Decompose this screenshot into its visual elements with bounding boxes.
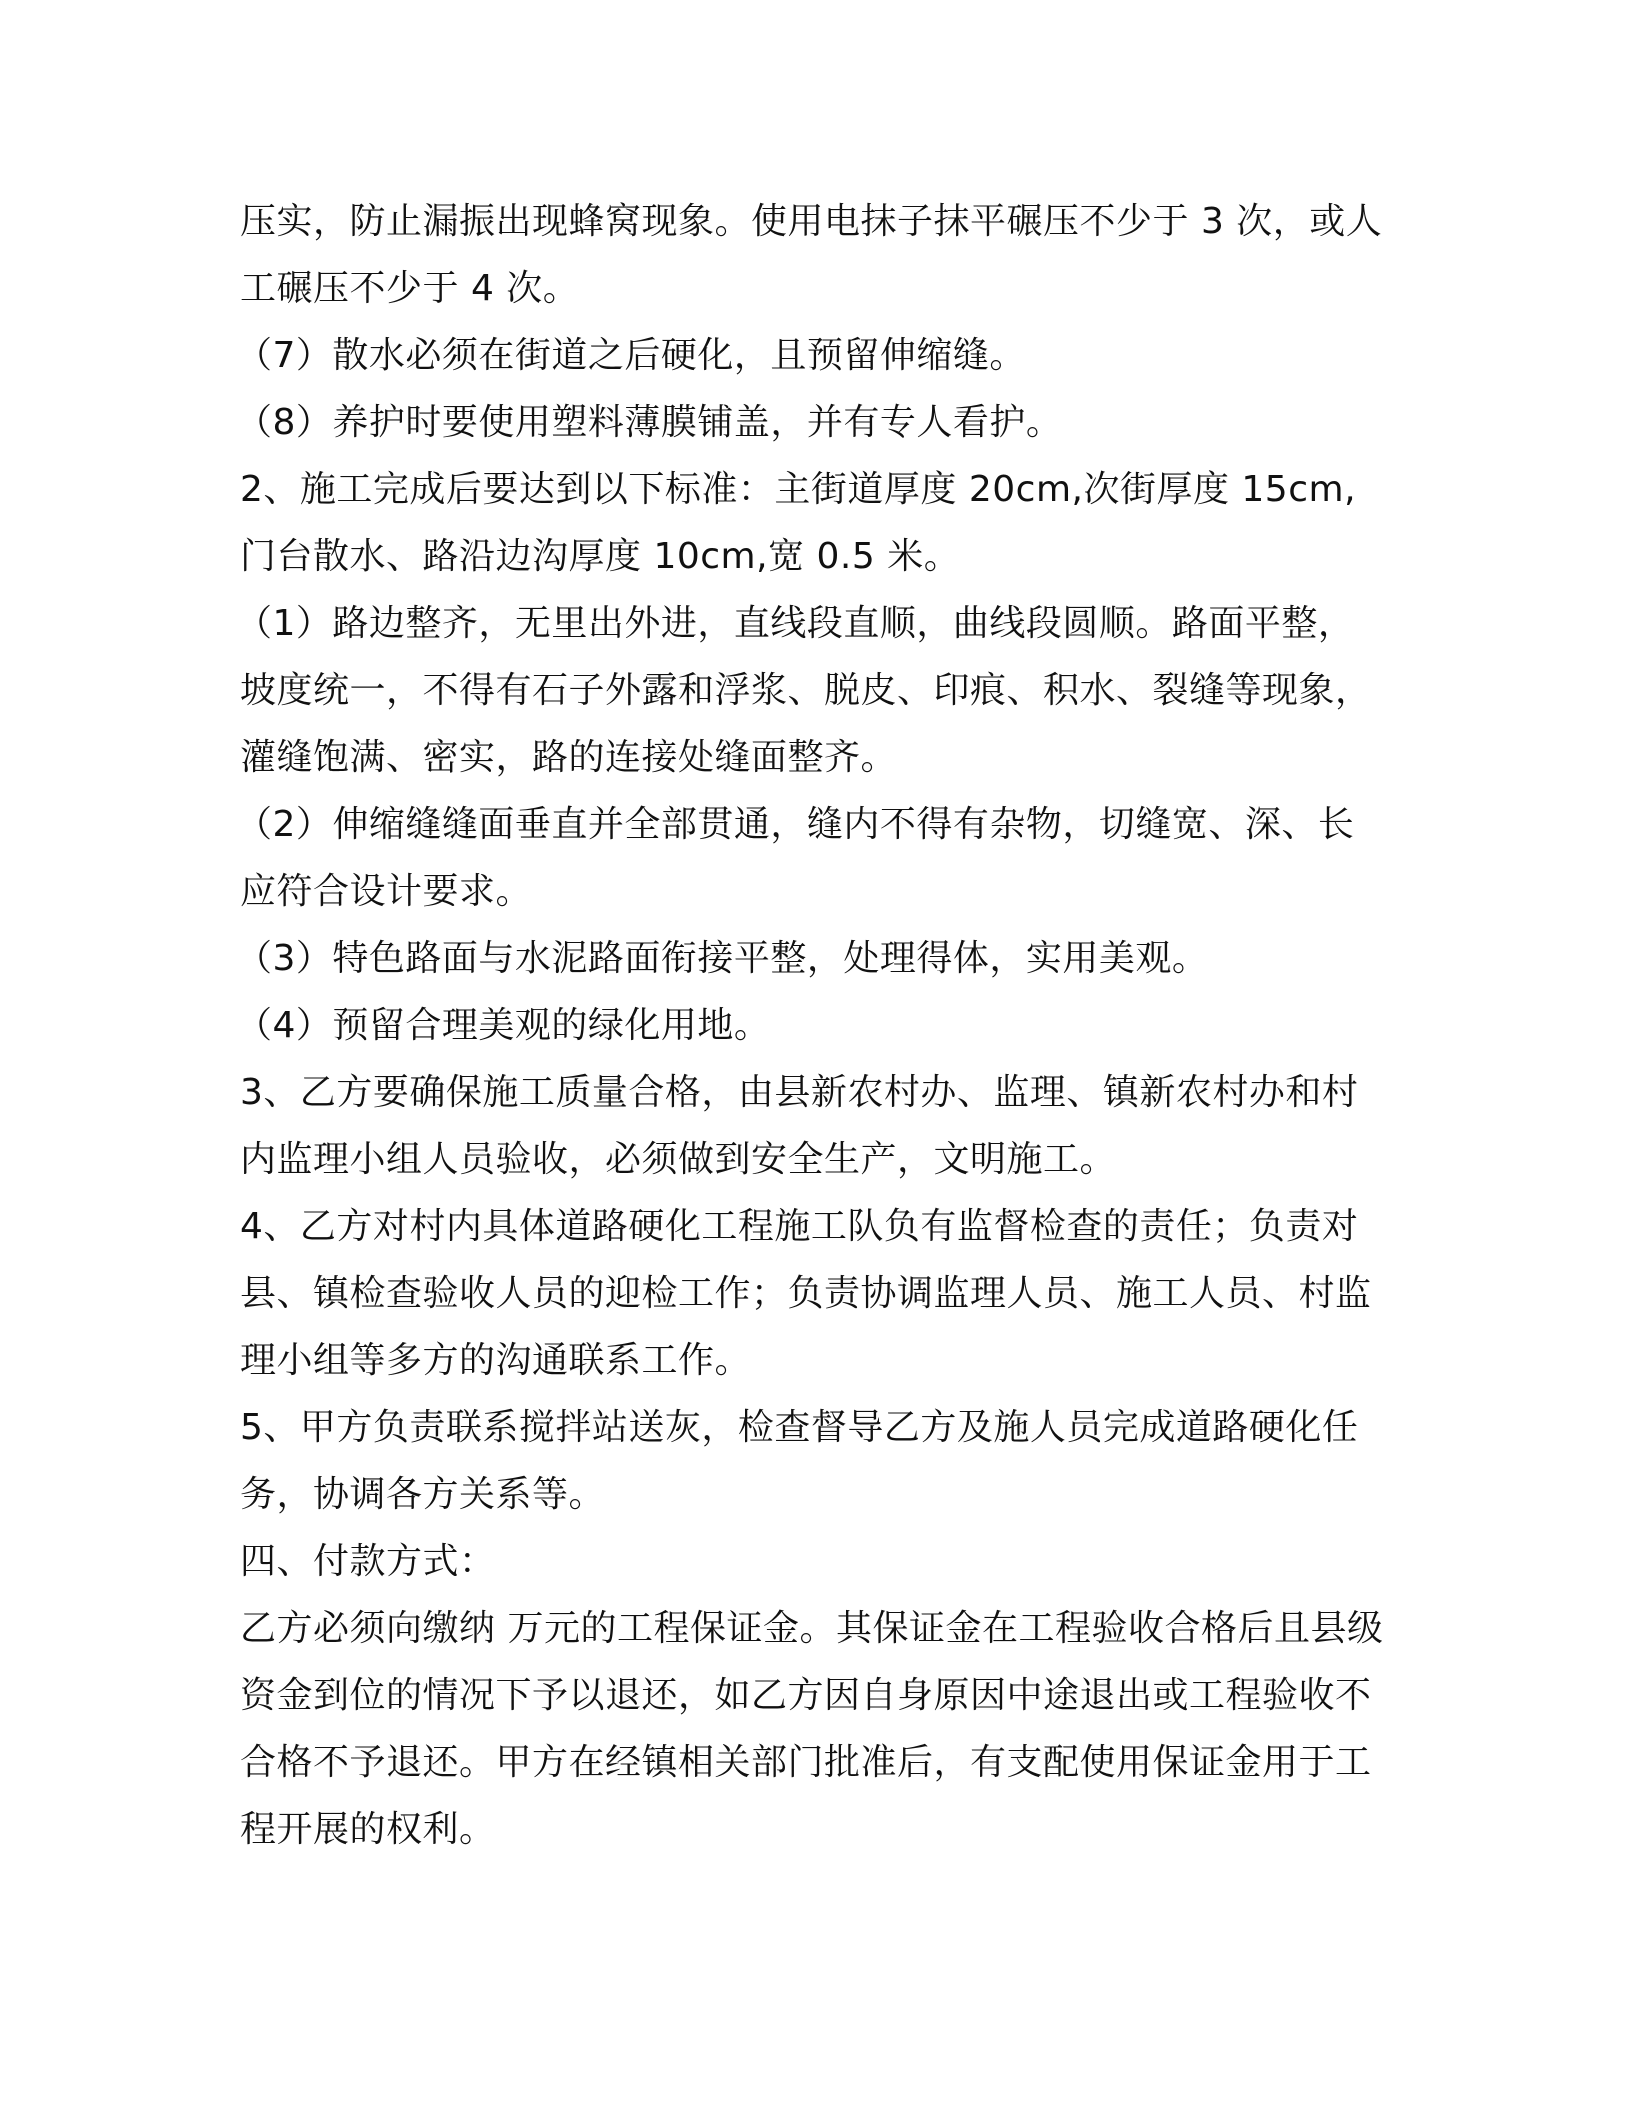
paragraph-standard-1: （1）路边整齐，无里出外进，直线段直顺，曲线段圆顺。路面平整，坡度统一，不得有石子外露和浮浆、脱皮、印痕、积水、裂缝等现象，灌缝饱满、密实，路的连接处缝面整齐。 (236, 603, 1372, 778)
paragraph-section-3: 3、乙方要确保施工质量合格，由县新农村办、监理、镇新农村办和村内监理小组人员验收，必须做到安全生产，文明施工。 (240, 1072, 1359, 1180)
paragraph-section-5: 5、甲方负责联系搅拌站送灰，检查督导乙方及施人员完成道路硬化任务，协调各方关系等。 (240, 1407, 1359, 1515)
paragraph-standard-4: （4）预留合理美观的绿化用地。 (236, 1005, 771, 1046)
paragraph-item-8: （8）养护时要使用塑料薄膜铺盖，并有专人看护。 (236, 402, 1063, 443)
heading-payment-method: 四、付款方式： (240, 1541, 496, 1582)
paragraph-section-4: 4、乙方对村内具体道路硬化工程施工队负有监督检查的责任；负责对县、镇检查验收人员的迎检工作；负责协调监理人员、施工人员、村监理小组等多方的沟通联系工作。 (240, 1206, 1372, 1381)
paragraph-standard-2: （2）伸缩缝缝面垂直并全部贯通，缝内不得有杂物，切缝宽、深、长应符合设计要求。 (236, 804, 1355, 912)
paragraph-payment-deposit: 乙方必须向缴纳 万元的工程保证金。其保证金在工程验收合格后且县级资金到位的情况下予以退还，如乙方因自身原因中途退出或工程验收不合格不予退还。甲方在经镇相关部门批准后，有支配使用保证金用于工程开展的权利。 (240, 1608, 1384, 1850)
paragraph-standard-3: （3）特色路面与水泥路面衔接平整，处理得体，实用美观。 (236, 938, 1209, 979)
paragraph-item-7: （7）散水必须在街道之后硬化，且预留伸缩缝。 (236, 335, 1026, 376)
paragraph-section-2: 2、施工完成后要达到以下标准：主街道厚度 20cm,次街厚度 15cm,门台散水、路沿边沟厚度 10cm,宽 0.5 米。 (240, 469, 1357, 577)
document-page (236, 188, 1390, 1863)
paragraph-compaction: 压实，防止漏振出现蜂窝现象。使用电抹子抹平碾压不少于 3 次，或人工碾压不少于 4 次。 (240, 201, 1383, 309)
